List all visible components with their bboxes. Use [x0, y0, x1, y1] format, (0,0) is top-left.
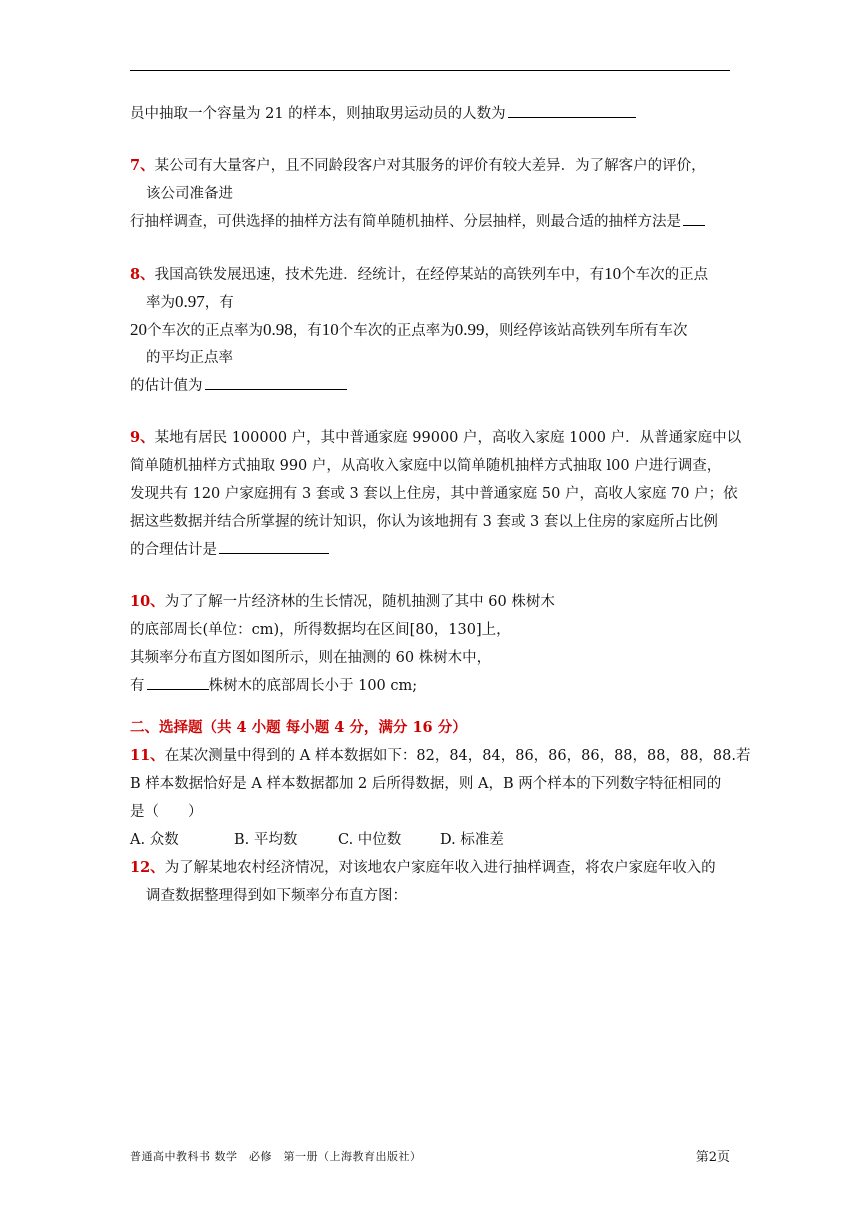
- footer-book-title: 普通高中教科书 数学 必修 第一册（上海教育出版社）: [130, 1150, 422, 1163]
- q10-answer-blank[interactable]: [147, 673, 209, 690]
- q10-line-1: 10、为了了解一片经济林的生长情况，随机抽测了其中 60 株树木: [130, 593, 555, 610]
- document-body: [130, 100, 751, 910]
- q7-line-3: 行抽样调查，可供选择的抽样方法有简单随机抽样、分层抽样，则最合适的抽样方法是: [130, 208, 730, 236]
- q11-options: [130, 826, 730, 854]
- q12-number: 12、: [130, 859, 165, 876]
- q9-answer-blank[interactable]: [219, 537, 329, 554]
- q9-line-4: 据这些数据并结合所掌握的统计知识，你认为该地拥有 3 套或 3 套以上住房的家庭所占比例: [130, 514, 718, 530]
- q10-number: 10、: [130, 593, 165, 610]
- q11-line-1: 11、在某次测量中得到的 A 样本数据如下：82，84，84，86，86，86，88，88，88，88.若: [130, 747, 751, 764]
- q8-number: 8、: [130, 266, 155, 283]
- q10-line-3: 其频率分布直方图如图所示，则在抽测的 60 株树木中，: [130, 650, 492, 666]
- q11-number: 11、: [130, 747, 165, 764]
- q6-answer-blank[interactable]: [508, 101, 636, 118]
- q8-line-1: 8、我国高铁发展迅速，技术先进．经统计，在经停某站的高铁列车中，有10个车次的正点: [130, 264, 709, 283]
- q8-line-5: 的估计值为: [130, 372, 730, 400]
- q8-line-3: 20个车次的正点率为0.98，有10个车次的正点率为0.99，则经停该站高铁列车所有车次: [130, 320, 688, 339]
- section-2-title: 二、选择题（共 4 小题 每小题 4 分，满分 16 分）: [130, 719, 467, 736]
- q11-option-d[interactable]: D. 标准差: [440, 832, 504, 848]
- q12-line-1: 12、为了解某地农村经济情况，对该地农户家庭年收入进行抽样调查，将农户家庭年收入的: [130, 859, 716, 876]
- q8-answer-blank[interactable]: [205, 373, 347, 390]
- q11-line-2: B 样本数据恰好是 A 样本数据都加 2 后所得数据，则 A，B 两个样本的下列数字特征相同的: [130, 776, 722, 792]
- q7-line-2: 该公司准备进: [146, 186, 233, 202]
- q6-line: [130, 100, 730, 128]
- q10-line-4: 有 株树木的底部周长小于 100 cm;: [130, 672, 730, 700]
- q11-option-a[interactable]: A. 众数: [130, 832, 179, 848]
- q7-answer-blank[interactable]: [683, 209, 705, 226]
- footer-page-number: 第2页: [695, 1150, 730, 1165]
- q11-option-c[interactable]: C. 中位数: [338, 832, 402, 848]
- q9-number: 9、: [130, 429, 155, 446]
- q9-line-3: 发现共有 120 户家庭拥有 3 套或 3 套以上住房，其中普通家庭 50 户，高收人家庭 70 户；依: [130, 486, 738, 502]
- q8-line-2: 率为0.97，有: [146, 292, 234, 311]
- q9-line-2: 简单随机抽样方式抽取 990 户，从高收入家庭中以简单随机抽样方式抽取 l00 户进行调查，: [130, 458, 722, 474]
- q9-line-5: 的合理估计是: [130, 536, 730, 564]
- q12-line-2: 调查数据整理得到如下频率分布直方图：: [146, 888, 407, 904]
- q11-line-3: 是（ ）: [130, 804, 203, 820]
- q7-number: 7、: [130, 157, 155, 174]
- q9-line-1: 9、某地有居民 100000 户，其中普通家庭 99000 户，高收入家庭 1000 户．从普通家庭中以: [130, 429, 742, 446]
- q8-line-4: 的平均正点率: [146, 350, 233, 366]
- q6-text: 员中抽取一个容量为 21 的样本，则抽取男运动员的人数为: [130, 106, 506, 122]
- q7-line-1: 7、某公司有大量客户，且不同龄段客户对其服务的评价有较大差异．为了解客户的评价，: [130, 157, 706, 174]
- header-rule: [130, 70, 730, 71]
- q11-option-b[interactable]: B. 平均数: [234, 832, 298, 848]
- q10-line-2: 的底部周长(单位：cm)，所得数据均在区间[80，130]上，: [130, 622, 511, 638]
